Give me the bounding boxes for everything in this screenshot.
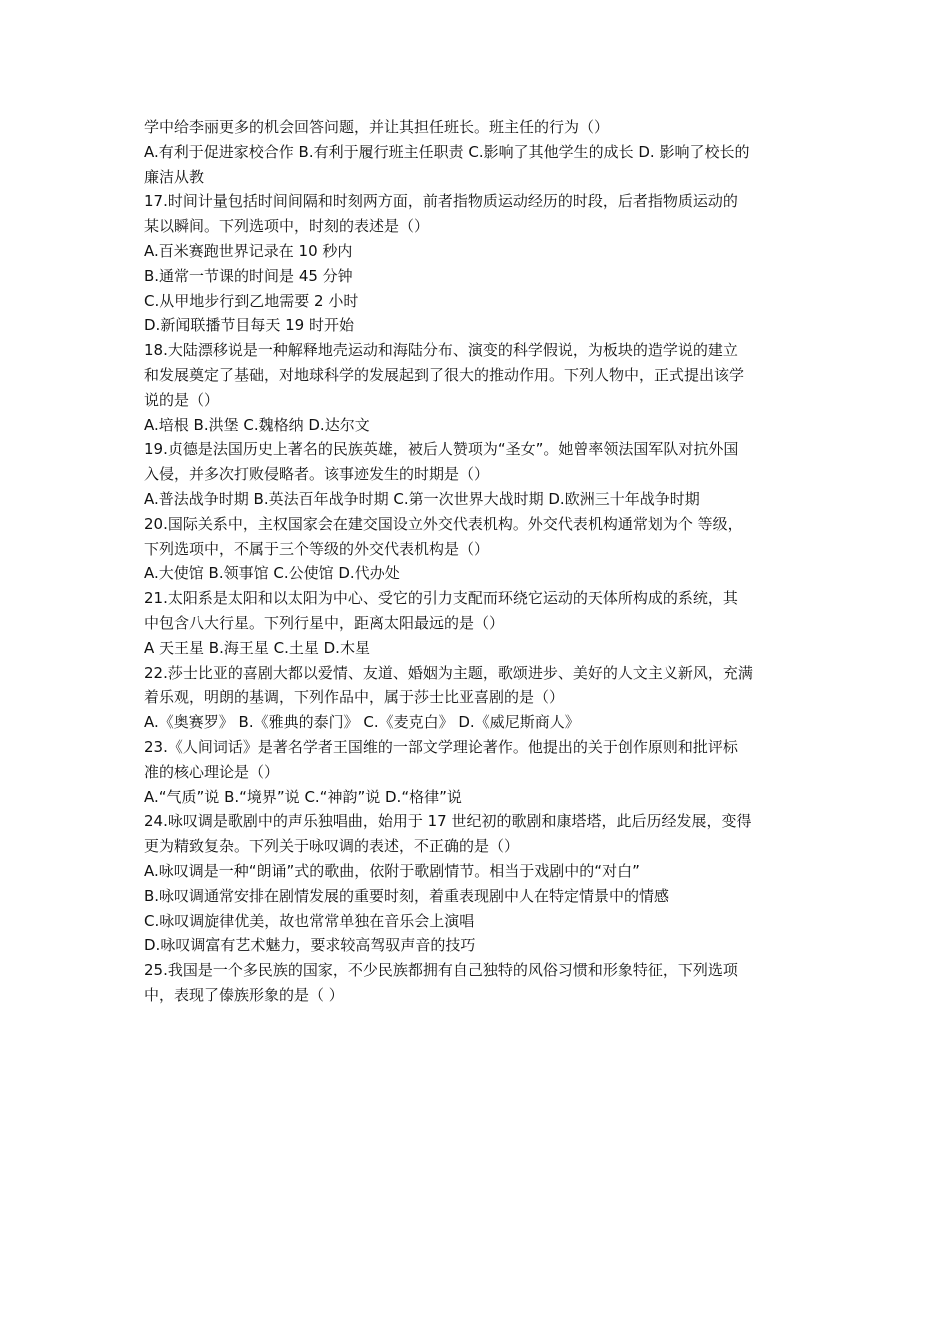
text-line: D.新闻联播节目每天 19 时开始 bbox=[144, 316, 354, 335]
text-line: 20.国际关系中，主权国家会在建交国设立外交代表机构。外交代表机构通常划为个 等级， bbox=[144, 514, 743, 533]
text-line: 入侵，并多次打败侵略者。该事迹发生的时期是（） bbox=[144, 465, 490, 484]
text-line: A.咏叹调是一种“朗诵”式的歌曲，依附于歌剧情节。相当于戏剧中的“对白” bbox=[144, 861, 640, 880]
text-line: A.普法战争时期 B.英法百年战争时期 C.第一次世界大战时期 D.欧洲三十年战争时期 bbox=[144, 489, 700, 508]
text-line: D.咏叹调富有艺术魅力，要求较高驾驭声音的技巧 bbox=[144, 936, 476, 955]
text-line: A.有利于促进家校合作 B.有利于履行班主任职责 C.影响了其他学生的成长 D. 影响了校长的 bbox=[144, 142, 750, 161]
text-line: 更为精致复杂。下列关于咏叹调的表述，不正确的是（） bbox=[144, 837, 520, 856]
text-line: 中包含八大行星。下列行星中，距离太阳最远的是（） bbox=[144, 613, 505, 632]
text-line: 17.时间计量包括时间间隔和时刻两方面，前者指物质运动经历的时段，后者指物质运动的 bbox=[144, 192, 738, 211]
text-line: 21.太阳系是太阳和以太阳为中心、受它的引力支配而环绕它运动的天体所构成的系统，其 bbox=[144, 589, 738, 608]
question-text-block bbox=[144, 115, 812, 1008]
text-line: 学中给李丽更多的机会回答问题，并让其担任班长。班主任的行为（） bbox=[144, 118, 610, 136]
text-line: A.大使馆 B.领事馆 C.公使馆 D.代办处 bbox=[144, 564, 400, 583]
text-line: 准的核心理论是（） bbox=[144, 762, 280, 781]
text-line: A 天王星 B.海王星 C.土星 D.木星 bbox=[144, 638, 370, 657]
text-line: 25.我国是一个多民族的国家，不少民族都拥有自己独特的风俗习惯和形象特征，下列选项 bbox=[144, 961, 738, 980]
text-line: C.咏叹调旋律优美，故也常常单独在音乐会上演唱 bbox=[144, 911, 475, 930]
text-line: 23.《人间词话》是著名学者王国维的一部文学理论著作。他提出的关于创作原则和批评标 bbox=[144, 737, 738, 756]
text-line: 和发展奠定了基础，对地球科学的发展起到了很大的推动作用。下列人物中，正式提出该学 bbox=[144, 365, 745, 384]
text-line: 18.大陆漂移说是一种解释地壳运动和海陆分布、演变的科学假说，为板块的造学说的建立 bbox=[144, 341, 738, 360]
text-line: A.培根 B.洪堡 C.魏格纳 D.达尔文 bbox=[144, 415, 370, 434]
text-line: A.百米赛跑世界记录在 10 秒内 bbox=[144, 241, 353, 260]
text-line: 19.贞德是法国历史上著名的民族英雄，被后人赞项为“圣女”。她曾率领法国军队对抗外国 bbox=[144, 440, 739, 459]
text-line: 说的是（） bbox=[144, 390, 220, 409]
text-line: 24.咏叹调是歌剧中的声乐独唱曲，始用于 17 世纪初的歌剧和康塔塔，此后历经发展，变得 bbox=[144, 812, 752, 831]
text-line: 某以瞬间。下列选项中，时刻的表述是（） bbox=[144, 217, 430, 236]
text-line: 下列选项中，不属于三个等级的外交代表机构是（） bbox=[144, 539, 490, 558]
text-line: A.《奥赛罗》 B.《雅典的泰门》 C.《麦克白》 D.《威尼斯商人》 bbox=[144, 713, 580, 732]
text-line: B.通常一节课的时间是 45 分钟 bbox=[144, 266, 353, 285]
text-line: 22.莎士比亚的喜剧大都以爱情、友道、婚姻为主题，歌颂进步、美好的人文主义新风，充满 bbox=[144, 663, 753, 682]
text-line: 中，表现了傣族形象的是（ ） bbox=[144, 985, 344, 1004]
text-line: 着乐观，明朗的基调，下列作品中，属于莎士比亚喜剧的是（） bbox=[144, 688, 565, 707]
text-line: B.咏叹调通常安排在剧情发展的重要时刻，着重表现剧中人在特定情景中的情感 bbox=[144, 886, 670, 905]
text-line: 廉洁从教 bbox=[144, 167, 205, 186]
text-line: C.从甲地步行到乙地需要 2 小时 bbox=[144, 291, 359, 310]
text-line: A.“气质”说 B.“境界”说 C.“神韵”说 D.“格律”说 bbox=[144, 787, 462, 806]
